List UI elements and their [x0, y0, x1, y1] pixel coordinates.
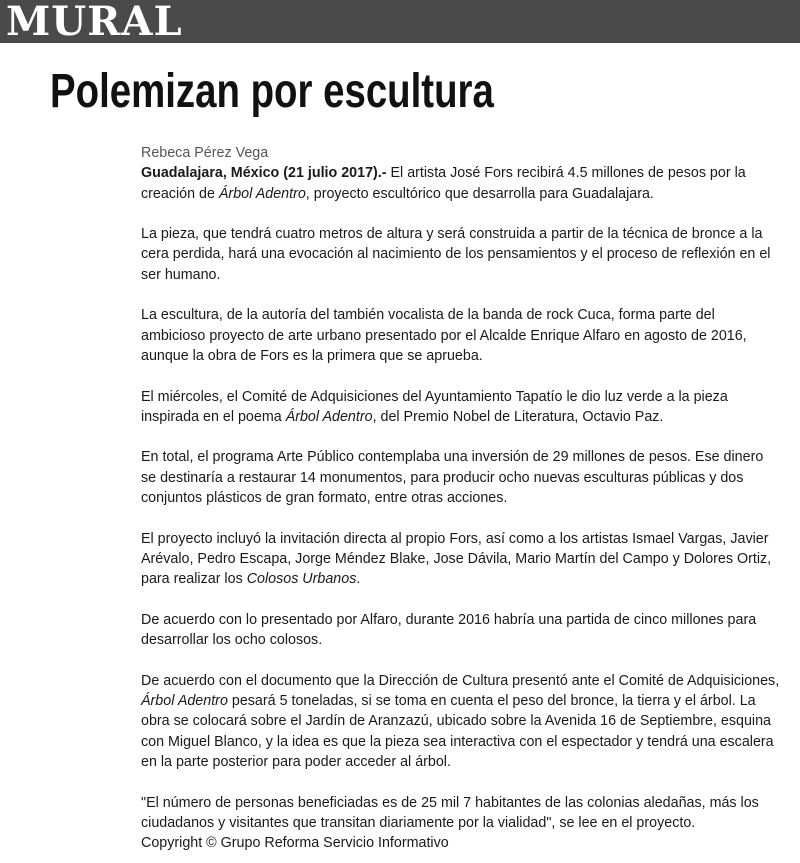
- article-body: [141, 143, 781, 853]
- mural-logo[interactable]: MURAL: [6, 0, 183, 45]
- work-title: Árbol Adentro: [218, 185, 306, 202]
- masthead-bar: [0, 0, 800, 43]
- paragraph-8-text-c: pesará 5 toneladas, si se toma en cuenta el peso del bronce, la tierra y el árbol. La obra se colocará sobre el Jardín de Aranzazú, ubicado sobre la Avenida 16 de Septiembre, esquina con Miguel Blanco, y la idea es que la pieza sea interactiva con el espectador y tendrá una escalera en la parte posterior para poder acceder al árbol.: [141, 693, 774, 770]
- poem-title: Árbol Adentro: [285, 408, 373, 425]
- paragraph-1-text-a: El artista José Fors recibirá 4.5 millones de pesos por la creación de: [141, 165, 746, 202]
- work-title-2: Árbol Adentro: [141, 693, 228, 710]
- paragraph-7: De acuerdo con lo presentado por Alfaro, durante 2016 habría una partida de cinco millones para desarrollar los ocho colosos.: [141, 611, 757, 649]
- paragraph-3: La escultura, de la autoría del también vocalista de la banda de rock Cuca, forma parte del ambicioso proyecto de arte urbano presentado por el Alcalde Enrique Alfaro en agosto de 2016, aunque la obra de Fors es la primera que se aprueba.: [141, 307, 747, 364]
- paragraph-6: [141, 529, 781, 590]
- paragraph-1: [141, 163, 781, 204]
- paragraph-9: "El número de personas beneficiadas es de 25 mil 7 habitantes de las colonias aledañas, más los ciudadanos y visitantes que transitan diariamente por la vialidad", se lee en el proyecto.: [141, 794, 759, 831]
- dateline: Guadalajara, México (21 julio 2017).-: [141, 165, 387, 182]
- paragraph-8: [141, 671, 781, 772]
- paragraph-4: [141, 387, 781, 428]
- paragraph-2: La pieza, que tendrá cuatro metros de altura y será construida a partir de la técnica de bronce a la cera perdida, hará una evocación al nacimiento de los pensamientos y el proceso de reflexión en el ser humano.: [141, 226, 771, 283]
- copyright-notice: Copyright © Grupo Reforma Servicio Informativo: [141, 835, 449, 852]
- paragraph-8-text-a: De acuerdo con el documento que la Dirección de Cultura presentó ante el Comité de Adquisiciones,: [141, 672, 780, 689]
- paragraph-1-text-c: , proyecto escultórico que desarrolla para Guadalajara.: [305, 185, 654, 202]
- paragraph-4-text-c: , del Premio Nobel de Literatura, Octavio Paz.: [372, 408, 664, 425]
- paragraph-5: En total, el programa Arte Público contemplaba una inversión de 29 millones de pesos. Ese dinero se destinaría a restaurar 14 monumentos, para producir ocho nuevas esculturas públicas y dos conjuntos plásticos de gran formato, entre otras acciones.: [141, 449, 764, 507]
- byline: Rebeca Pérez Vega: [141, 145, 269, 161]
- paragraph-6-text-a: El proyecto incluyó la invitación directa al propio Fors, así como a los artistas Ismael Vargas, Javier Arévalo, Pedro Escapa, Jorge Méndez Blake, Jose Dávila, Mario Martín del Campo y Dolores Ortiz, para realizar los: [141, 530, 772, 588]
- article-title: Polemizan por escultura: [50, 65, 494, 118]
- paragraph-4-text-a: El miércoles, el Comité de Adquisiciones del Ayuntamiento Tapatío le dio luz verde a la pieza inspirada en el poema: [141, 388, 728, 425]
- project-title: Colosos Urbanos: [246, 571, 357, 588]
- paragraph-6-text-c: .: [356, 571, 361, 588]
